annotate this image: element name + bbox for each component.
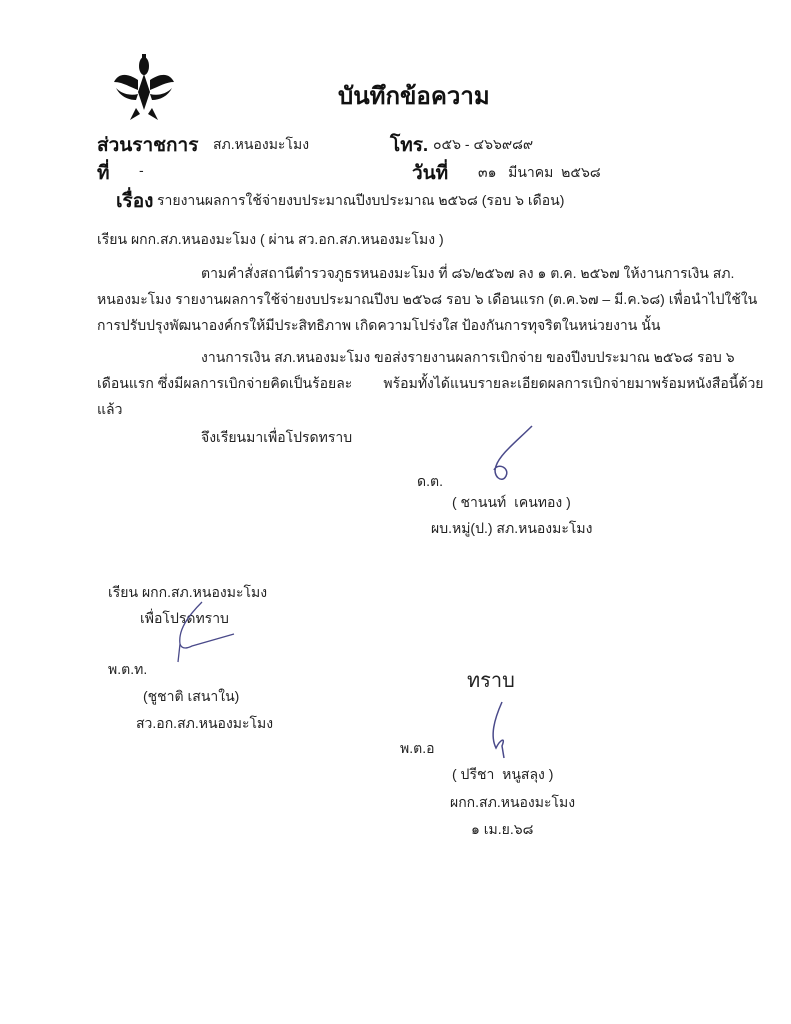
endorsement-position: สว.อก.สภ.หนองมะโมง [136, 715, 274, 731]
phone-value: ๐๕๖ - ๔๖๖๙๘๙ [433, 136, 534, 152]
endorsement-rank: พ.ต.ท. [108, 661, 148, 677]
para1-line: การปรับปรุงพัฒนาองค์กรให้มีประสิทธิภาพ เกิดความโปร่งใส ป้องกันการทุจริตในหน่วยงาน นั้น [97, 317, 661, 333]
agency-label: ส่วนราชการ [97, 135, 199, 156]
para2-line: แล้ว [97, 401, 123, 417]
signer1-rank: ด.ต. [417, 473, 443, 489]
endorsement-salutation: เรียน ผกก.สภ.หนองมะโมง [108, 584, 268, 600]
phone-label: โทร. [390, 135, 429, 156]
signature-3 [480, 700, 520, 760]
signature-1 [478, 424, 538, 486]
approval-rank: พ.ต.อ [400, 740, 435, 756]
signer1-name: ( ชานนท์ เคนทอง ) [452, 494, 571, 510]
salutation: เรียน ผกก.สภ.หนองมะโมง ( ผ่าน สว.อก.สภ.หนองมะโมง ) [97, 231, 444, 247]
garuda-emblem [112, 52, 176, 122]
approval-name: ( ปรีชา หนูสลุง ) [452, 766, 554, 782]
ref-value: - [139, 162, 144, 178]
signature-2 [168, 600, 242, 670]
para1-line: ตามคำสั่งสถานีตำรวจภูธรหนองมะโมง ที่ ๘๖/๒๕๖๗ ลง ๑ ต.ค. ๒๕๖๗ ให้งานการเงิน สภ. [201, 265, 735, 281]
document-title: บันทึกข้อความ [338, 83, 490, 110]
para1-line: หนองมะโมง รายงานผลการใช้จ่ายงบประมาณปีงบ ๒๕๖๘ รอบ ๖ เดือนแรก (ต.ค.๖๗ – มี.ค.๖๘) เพื่อนำไปใช้ใน [97, 291, 758, 307]
approval-note: ทราบ [467, 670, 515, 692]
subject-value: รายงานผลการใช้จ่ายงบประมาณปีงบประมาณ ๒๕๖๘ (รอบ ๖ เดือน) [157, 192, 565, 208]
endorsement-note: เพื่อโปรดทราบ [140, 610, 229, 626]
closing-line: จึงเรียนมาเพื่อโปรดทราบ [201, 429, 353, 445]
endorsement-name: (ชูชาติ เสนาใน) [143, 688, 240, 704]
agency-value: สภ.หนองมะโมง [213, 136, 310, 152]
para2-line: เดือนแรก ซึ่งมีผลการเบิกจ่ายคิดเป็นร้อยละ พร้อมทั้งได้แนบรายละเอียดผลการเบิกจ่ายมาพร้อมหนังสือนี้ด้วย [97, 375, 764, 391]
signer1-position: ผบ.หมู่(ป.) สภ.หนองมะโมง [431, 520, 593, 536]
approval-position: ผกก.สภ.หนองมะโมง [450, 794, 576, 810]
date-label: วันที่ [412, 163, 449, 184]
ref-label: ที่ [97, 163, 110, 184]
subject-label: เรื่อง [116, 191, 154, 212]
date-value: ๓๑ มีนาคม ๒๕๖๘ [478, 164, 601, 180]
approval-date: ๑ เม.ย.๖๘ [471, 821, 534, 837]
para2-line: งานการเงิน สภ.หนองมะโมง ขอส่งรายงานผลการเบิกจ่าย ของปีงบประมาณ ๒๕๖๘ รอบ ๖ [201, 349, 735, 365]
